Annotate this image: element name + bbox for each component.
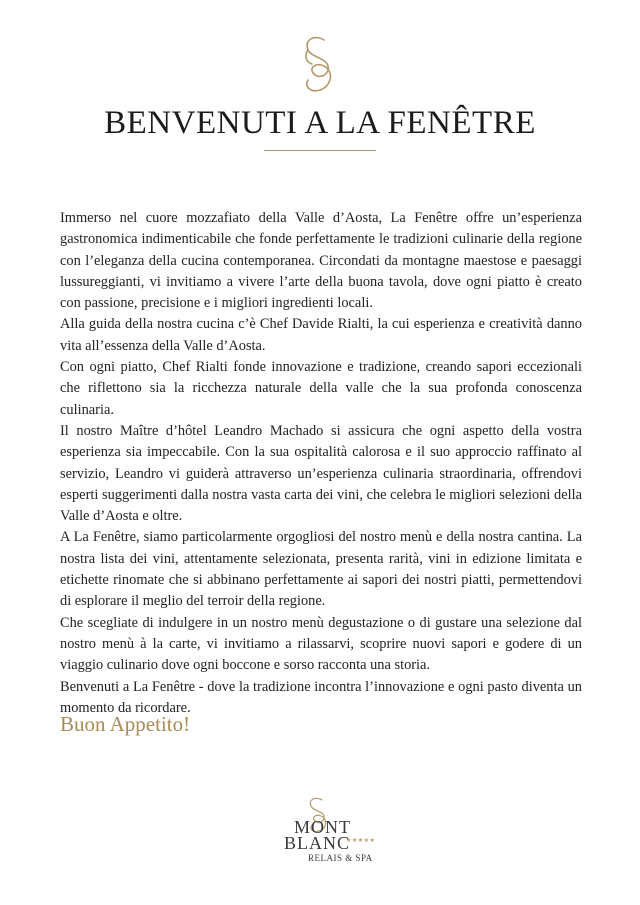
logo-stars: ★★★★★ (346, 838, 376, 844)
paragraph-wine-list: A La Fenêtre, siamo particolarmente orgogliosi del nostro menù e della nostra cantina. La nostra lista dei vini, attentamente selezionata, presenta rarità, vini in edizione limitata e etichette rinomate che si abbinano perfettamente ai sapori dei nostri piatti, permettendovi di esplorare il meglio del terroir della regione. (60, 529, 582, 610)
logo-text-mont: MONT (294, 817, 351, 837)
title-divider (264, 150, 376, 151)
closing-salutation: Buon Appetito! (60, 712, 191, 736)
paragraph-chef: Alla guida della nostra cucina c’è Chef Davide Rialti, la cui esperienza e creatività danno vita all’essenza della Valle d’Aosta. (60, 316, 582, 354)
logo-text-relais-spa: RELAIS & SPA (308, 853, 373, 863)
welcome-text (60, 208, 582, 719)
mont-blanc-logo (280, 796, 380, 876)
paragraph-intro: Immerso nel cuore mozzafiato della Valle d’Aosta, La Fenêtre offre un’esperienza gastronomica indimenticabile che fonde perfettamente le tradizioni culinarie della regione con l’eleganza della cucina contemporanea. Circondati da montagne maestose e paesaggi lussureggianti, vi invitiamo a vivere l’arte della buona tavola, dove ogni piatto è creato con passione, precisione e i migliori ingredienti locali. (60, 210, 582, 312)
page-title: BENVENUTI A LA FENÊTRE (104, 105, 536, 141)
paragraph-chef-cuisine: Con ogni piatto, Chef Rialti fonde innovazione e tradizione, creando sapori eccezionali che riflettono sia la ricchezza naturale della valle che la sua profonda conoscenza culinaria. (60, 359, 582, 418)
paragraph-closing-welcome: Benvenuti a La Fenêtre - dove la tradizione incontra l’innovazione e ogni pasto diventa un momento da ricordare. (60, 678, 582, 716)
paragraph-maitre: Il nostro Maître d’hôtel Leandro Machado si assicura che ogni aspetto della vostra esperienza sia impeccabile. Con la sua ospitalità calorosa e il suo approccio raffinato al servizio, Leandro vi guiderà attraverso un’esperienza culinaria straordinaria, offrendovi esperti suggerimenti dalla nostra vasta carta dei vini, che celebra le migliori selezioni della Valle d’Aosta e oltre. (60, 422, 582, 525)
gold-monogram-icon (296, 34, 340, 96)
paragraph-menu-invitation: Che scegliate di indulgere in un nostro menù degustazione o di gustare una selezione dal nostro menù à la carte, vi invitiamo a rilassarvi, scoprire nuovi sapori e godere di un viaggio culinario dove ogni boccone e sorso racconta una storia. (60, 614, 582, 674)
logo-text-blanc: BLANC (284, 833, 351, 853)
